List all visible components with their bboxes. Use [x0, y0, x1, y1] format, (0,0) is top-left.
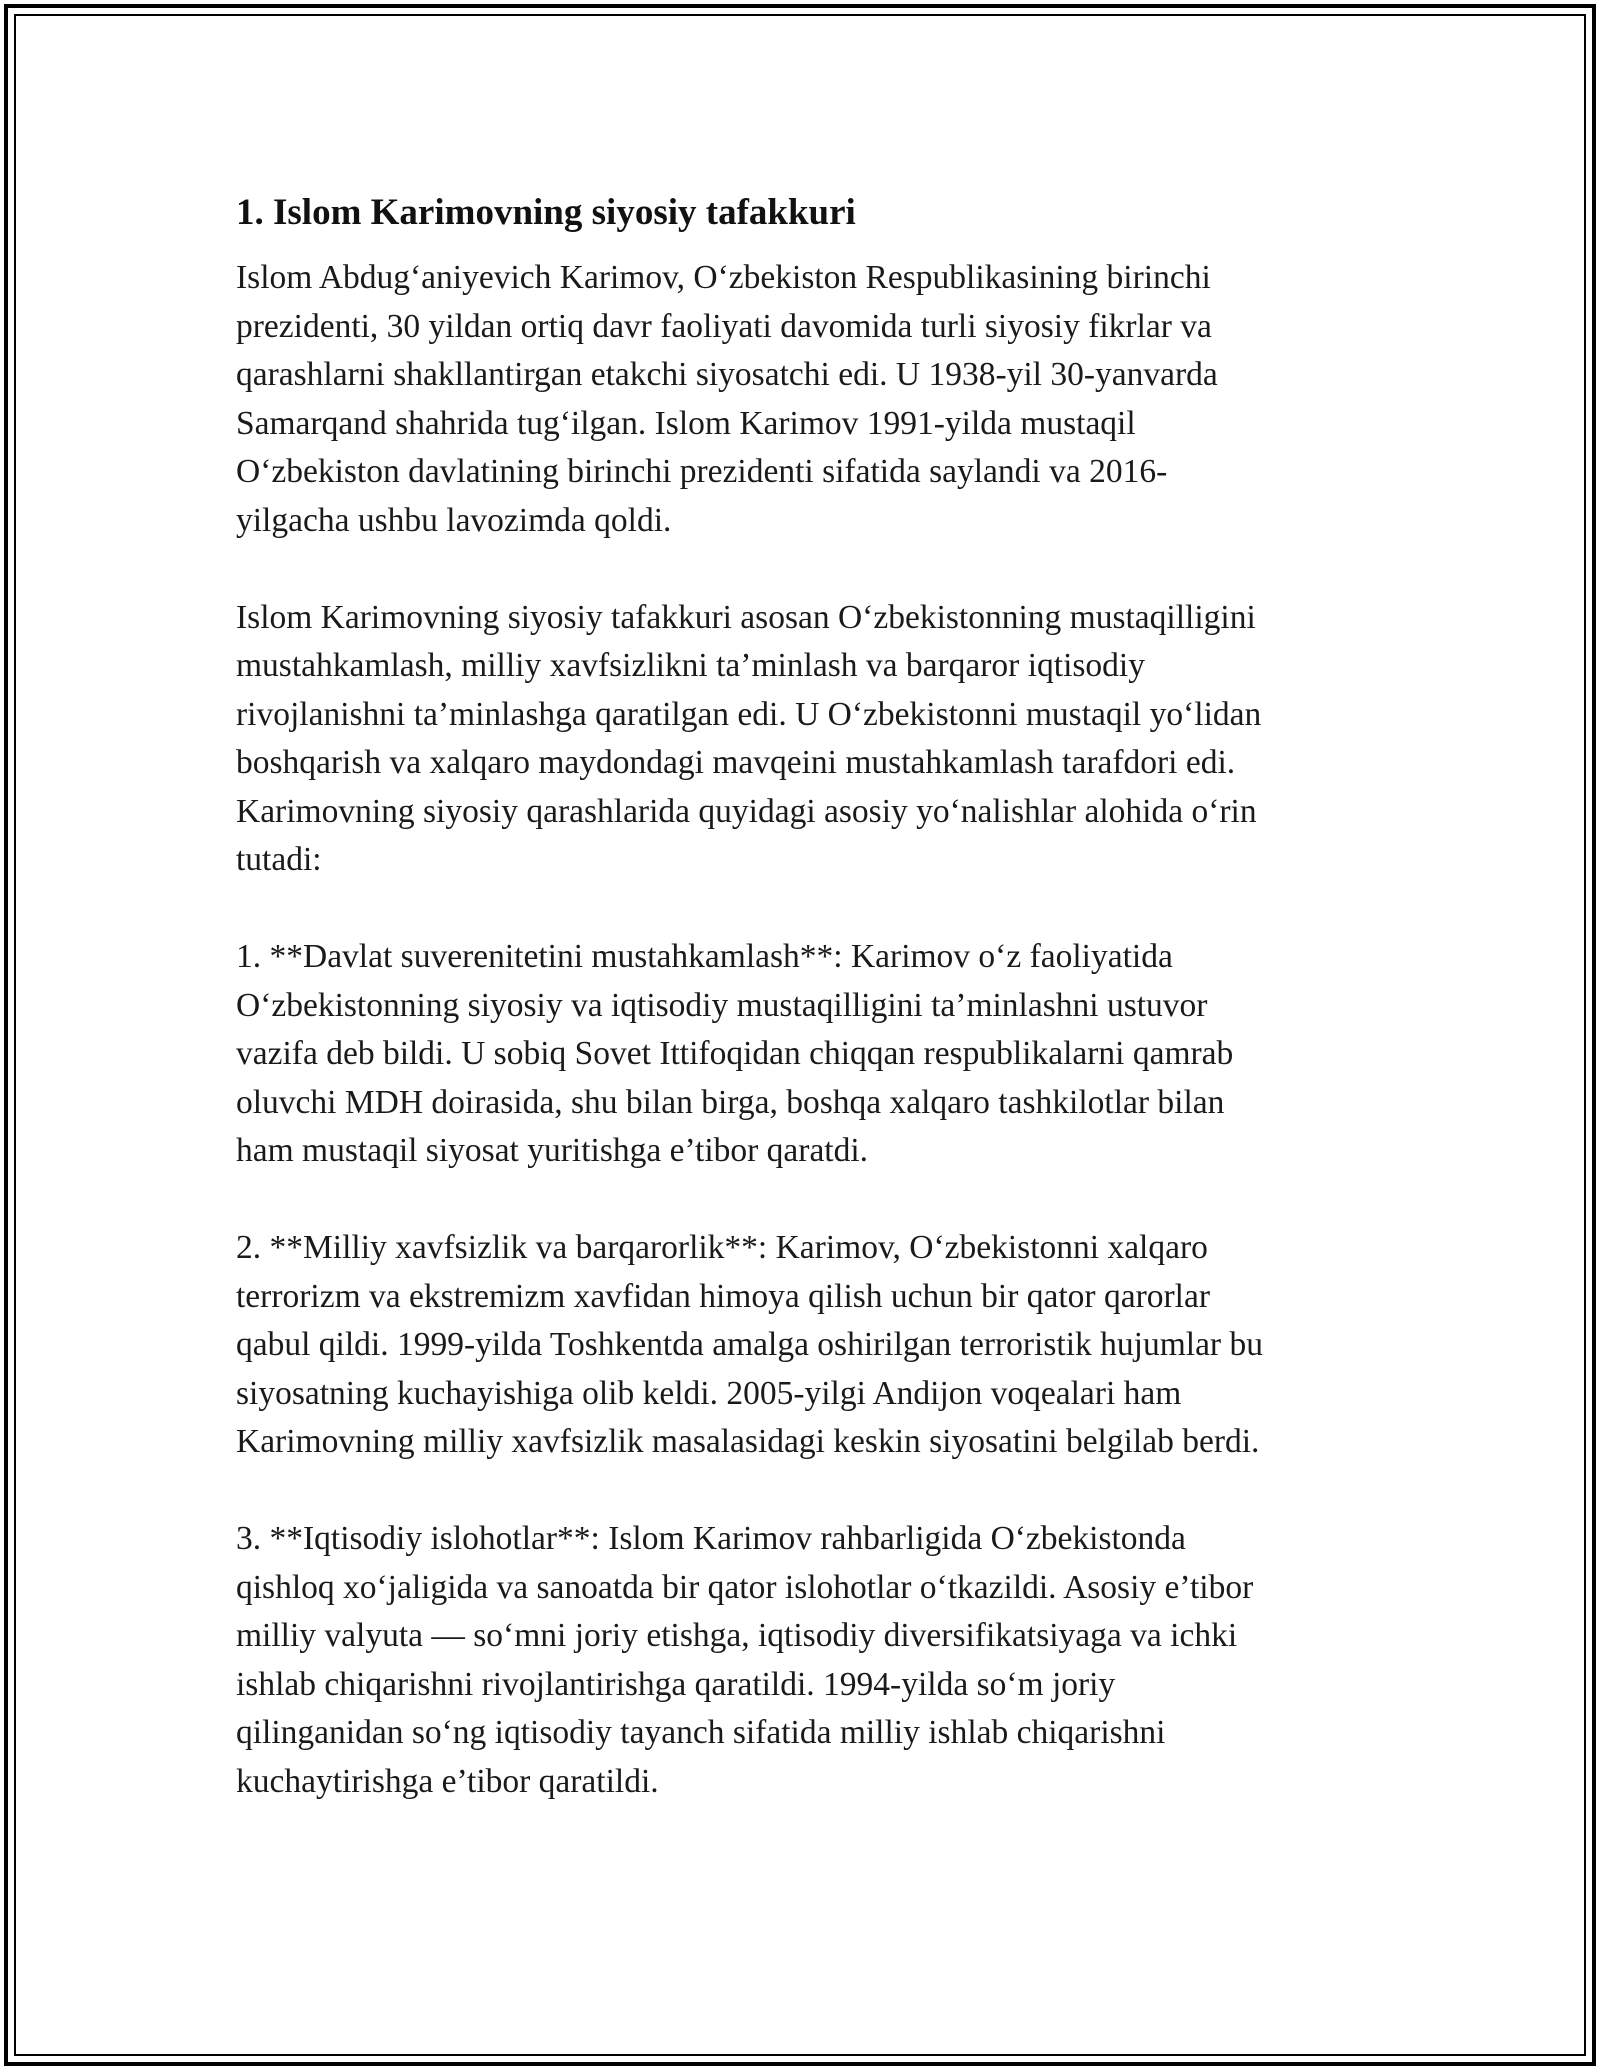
paragraph-political-thought: Islom Karimovning siyosiy tafakkuri asosan O‘zbekistonning mustaqilligini mustahkamlash, milliy xavfsizlikni ta’minlash va barqaror iqtisodiy rivojlanishni ta’minlashga qaratilgan edi. U O‘zbekistonni mustaqil yo‘lidan boshqarish va xalqaro maydondagi mavqeini mustahkamlash tarafdori edi. Karimovning siyosiy qarashlarida quyidagi asosiy yo‘nalishlar alohida o‘rin tutadi:	[236, 598, 1262, 878]
paragraph-security: 2. **Milliy xavfsizlik va barqarorlik**: Karimov, O‘zbekistonni xalqaro terrorizm va ekstremizm xavfidan himoya qilish uchun bir qator qarorlar qabul qildi. 1999-yilda Toshkentda amalga oshirilgan terroristik hujumlar bu siyosatning kuchayishiga olib keldi. 2005-yilgi Andijon voqealari ham Karimovning milliy xavfsizlik masalasidagi keskin siyosatini belgilab berdi.	[236, 1229, 1263, 1460]
paragraph-biography: Islom Abdug‘aniyevich Karimov, O‘zbekiston Respublikasining birinchi prezidenti, 30 yildan ortiq davr faoliyati davomida turli siyosiy fikrlar va qarashlarni shakllantirgan etakchi siyosatchi edi. U 1938-yil 30-yanvarda Samarqand shahrida tug‘ilgan. Islom Karimov 1991-yilda mustaqil O‘zbekiston davlatining birinchi prezidenti sifatida saylandi va 2016- yilgacha ushbu lavozimda qoldi.	[236, 259, 1218, 539]
section-heading: 1. Islom Karimovning siyosiy tafakkuri	[236, 192, 856, 233]
paragraph-sovereignty: 1. **Davlat suverenitetini mustahkamlash**: Karimov o‘z faoliyatida O‘zbekistonning siyosiy va iqtisodiy mustaqilligini ta’minlashni ustuvor vazifa deb bildi. U sobiq Sovet Ittifoqidan chiqqan respublikalarni qamrab oluvchi MDH doirasida, shu bilan birga, boshqa xalqaro tashkilotlar bilan ham mustaqil siyosat yuritishga e’tibor qaratdi.	[236, 938, 1234, 1169]
paragraph-economic-reforms: 3. **Iqtisodiy islohotlar**: Islom Karimov rahbarligida O‘zbekistonda qishloq xo‘jaligida va sanoatda bir qator islohotlar o‘tkazildi. Asosiy e’tibor milliy valyuta — so‘mni joriy etishga, iqtisodiy diversifikatsiyaga va ichki ishlab chiqarishni rivojlantirishga qaratildi. 1994-yilda so‘m joriy qilinganidan so‘ng iqtisodiy tayanch sifatida milliy ishlab chiqarishni kuchaytirishga e’tibor qaratildi.	[236, 1520, 1254, 1800]
document-body	[236, 190, 1376, 1855]
